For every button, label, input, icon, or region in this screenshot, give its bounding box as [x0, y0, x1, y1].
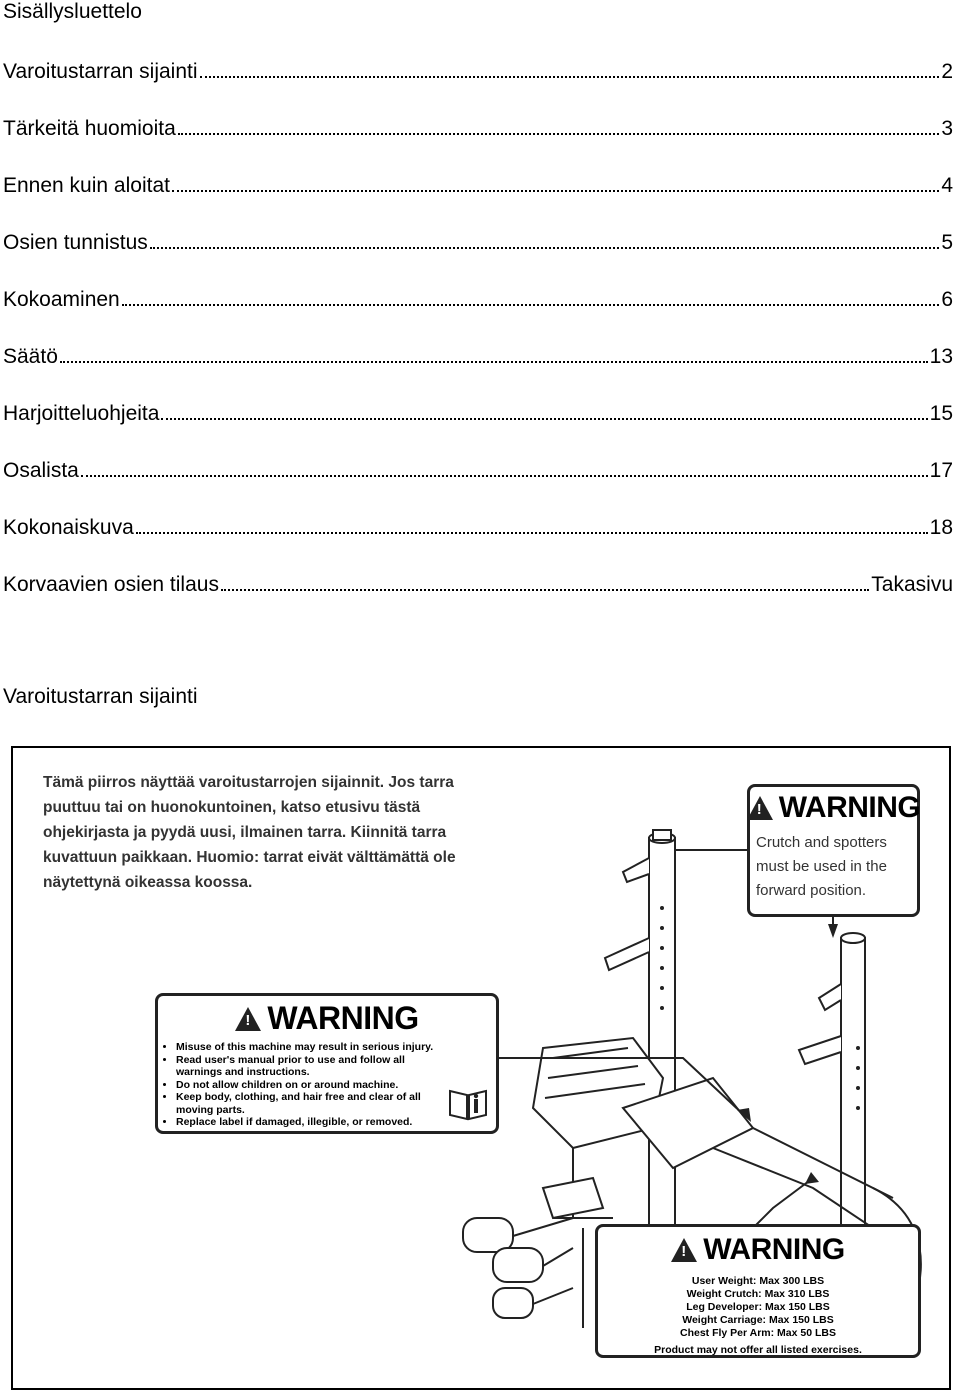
- toc-entry-page: 2: [941, 60, 953, 83]
- toc-entry[interactable]: [3, 284, 953, 312]
- warning-header: [750, 791, 921, 825]
- toc-entry-label: Korvaavien osien tilaus: [3, 573, 219, 596]
- toc-entry-page: 3: [941, 117, 953, 140]
- toc-entry-page: 6: [941, 288, 953, 311]
- toc-entry[interactable]: [3, 170, 953, 198]
- toc-entry-label: Kokonaiskuva: [3, 516, 134, 539]
- toc-leader-dots: [60, 360, 928, 363]
- warning-list: [158, 1041, 446, 1129]
- toc-entry[interactable]: [3, 398, 953, 426]
- toc-entry-label: Kokoaminen: [3, 288, 120, 311]
- toc-entry[interactable]: [3, 227, 953, 255]
- toc-entry[interactable]: [3, 56, 953, 84]
- toc-entry-page: 18: [929, 516, 953, 539]
- toc-leader-dots: [200, 75, 940, 78]
- warning-word: WARNING: [703, 1233, 845, 1266]
- toc-leader-dots: [150, 246, 940, 249]
- toc-entry[interactable]: [3, 113, 953, 141]
- limit-line: Chest Fly Per Arm: Max 50 LBS: [680, 1327, 836, 1339]
- weight-limits: [598, 1275, 918, 1340]
- toc-entry[interactable]: [3, 455, 953, 483]
- limit-line: User Weight: Max 300 LBS: [691, 1275, 825, 1287]
- section-heading: Varoitustarran sijainti: [3, 685, 198, 708]
- toc-entry[interactable]: [3, 569, 953, 597]
- list-item: • Replace label if damaged, illegible, or removed.: [176, 1116, 446, 1129]
- toc-leader-dots: [172, 189, 939, 192]
- list-item: • Do not allow children on or around machine.: [176, 1079, 446, 1092]
- warning-word: WARNING: [267, 1000, 419, 1036]
- toc-entry-page: Takasivu: [871, 573, 953, 596]
- toc-entry-page: 15: [929, 402, 953, 425]
- toc-entry-label: Varoitustarran sijainti: [3, 60, 198, 83]
- warning-triangle-icon: !: [235, 1007, 261, 1031]
- toc-entry-label: Osalista: [3, 459, 79, 482]
- toc-entry-page: 4: [941, 174, 953, 197]
- toc-leader-dots: [136, 531, 928, 534]
- toc-leader-dots: [161, 417, 927, 420]
- list-item: • Read user's manual prior to use and follow all warnings and instructions.: [176, 1054, 446, 1079]
- limit-line: Weight Carriage: Max 150 LBS: [682, 1314, 834, 1326]
- toc-leader-dots: [178, 132, 940, 135]
- warning-triangle-icon: !: [747, 796, 773, 820]
- toc-entry[interactable]: [3, 512, 953, 540]
- toc-entry-page: 5: [941, 231, 953, 254]
- toc-entry-label: Tärkeitä huomioita: [3, 117, 176, 140]
- toc-leader-dots: [122, 303, 940, 306]
- toc-entry-label: Säätö: [3, 345, 58, 368]
- figure-intro-text: Tämä piirros näyttää varoitustarrojen sijainnit. Jos tarra puuttuu tai on huonokuntoinen, katso etusivu tästä ohjekirjasta ja pyydä uusi, ilmainen tarra. Kiinnitä tarra kuvattuun paikkaan. Huomio: tarrat eivät välttämättä ole näytettynä oikeassa koossa.: [43, 774, 456, 891]
- toc-leader-dots: [221, 588, 869, 591]
- warning-label-figure: [11, 746, 951, 1390]
- warning-word: WARNING: [778, 791, 921, 824]
- toc-title: Sisällysluettelo: [3, 0, 142, 23]
- limits-footer: Product may not offer all listed exercises.: [654, 1344, 862, 1356]
- toc-leader-dots: [81, 474, 928, 477]
- list-item: • Misuse of this machine may result in serious injury.: [176, 1041, 446, 1054]
- warning-message: Crutch and spotters must be used in the forward position.: [756, 834, 887, 899]
- toc-entry-label: Ennen kuin aloitat: [3, 174, 170, 197]
- warning-label-limits: [595, 1224, 921, 1358]
- limit-line: Weight Crutch: Max 310 LBS: [686, 1288, 830, 1300]
- toc-entry[interactable]: [3, 341, 953, 369]
- toc-entry-page: 17: [929, 459, 953, 482]
- toc-entry-label: Osien tunnistus: [3, 231, 148, 254]
- warning-label-general: [155, 993, 499, 1134]
- manual-info-icon: [448, 1087, 488, 1121]
- warning-header: [598, 1233, 918, 1267]
- warning-header: [158, 1000, 496, 1037]
- warning-label-spotters: [747, 784, 920, 917]
- limit-line: Leg Developer: Max 150 LBS: [686, 1301, 830, 1313]
- warning-triangle-icon: !: [671, 1238, 697, 1262]
- toc-entry-page: 13: [929, 345, 953, 368]
- list-item: • Keep body, clothing, and hair free and clear of all moving parts.: [176, 1091, 446, 1116]
- toc-entry-label: Harjoitteluohjeita: [3, 402, 160, 425]
